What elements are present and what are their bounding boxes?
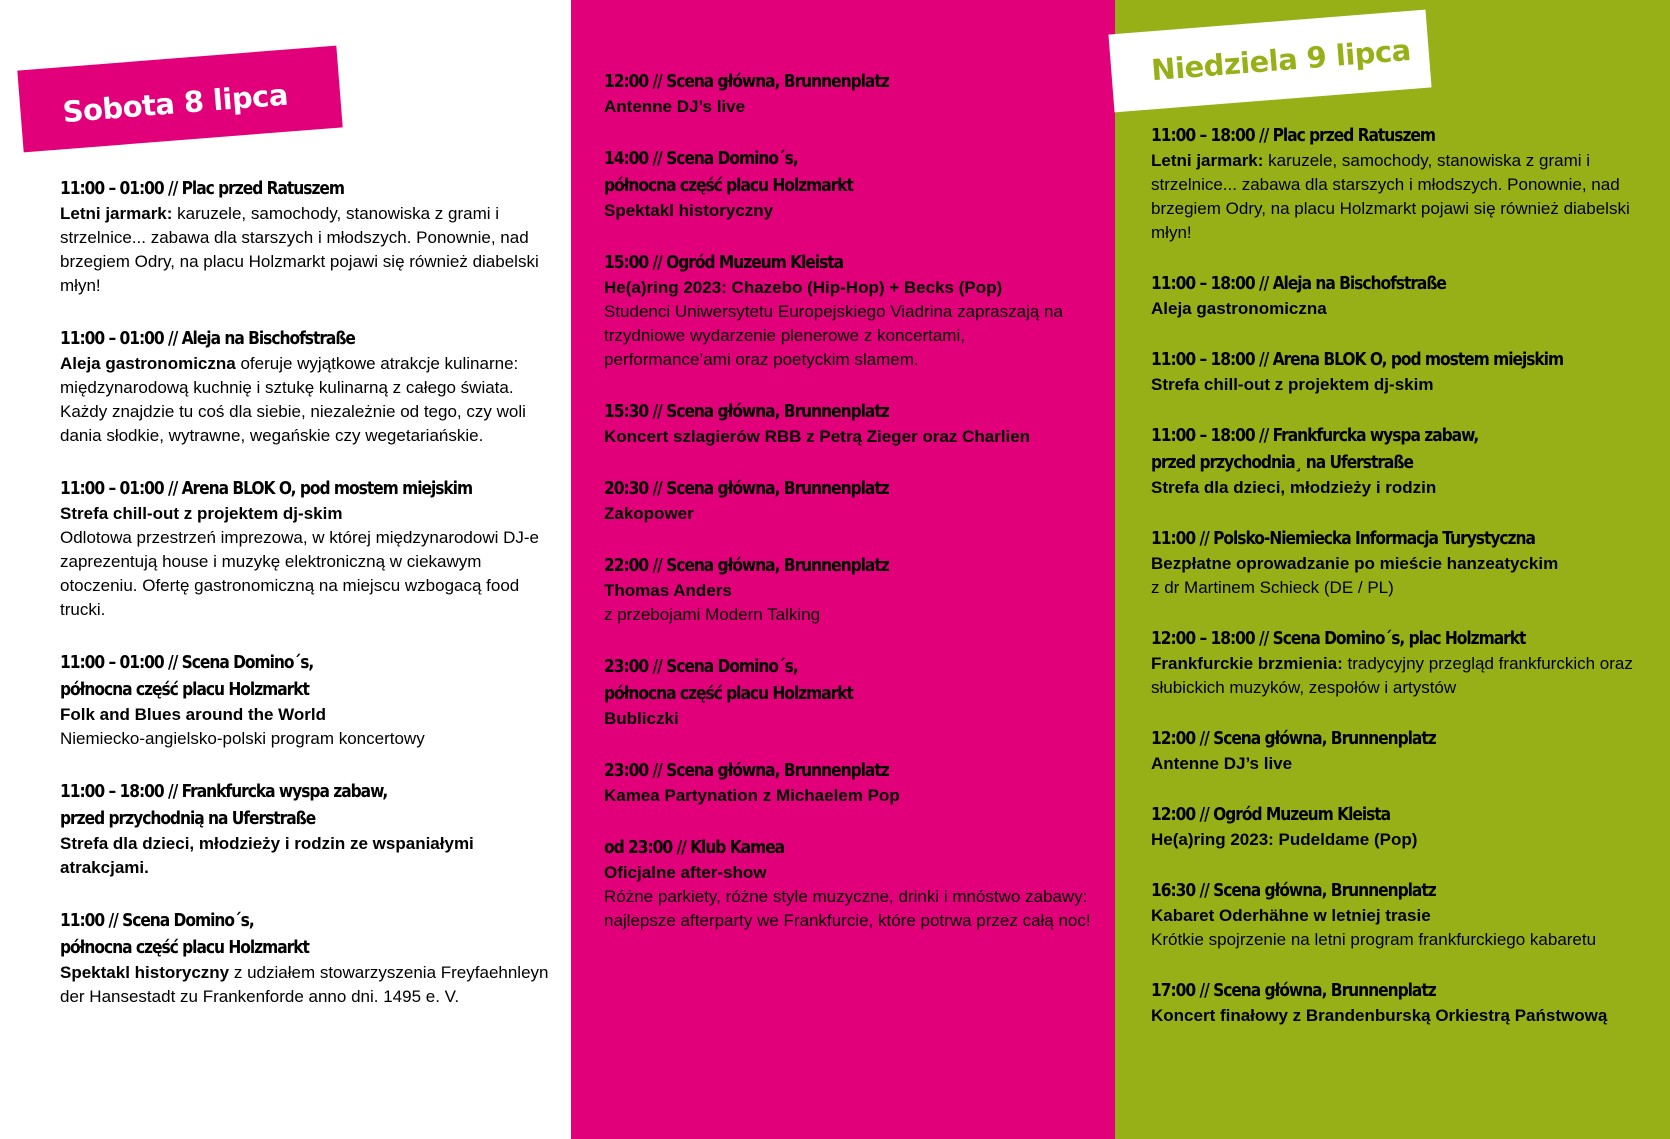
event-time-location: 11:00 – 18:00 // Frankfurcka wyspa zabaw, xyxy=(1151,425,1479,446)
saturday-banner-text: Sobota 8 lipca xyxy=(61,77,290,130)
event-title: Thomas Anders xyxy=(604,581,732,600)
event-location-line2: przed przychodnia¸ na Uferstraße xyxy=(1151,452,1413,473)
event-title: Folk and Blues around the World xyxy=(60,705,327,724)
event-time-location: 12:00 – 18:00 // Scena Domino´s, plac Holzmarkt xyxy=(1151,628,1526,649)
event-title: He(a)ring 2023: Pudeldame (Pop) xyxy=(1151,830,1418,849)
event-description-text: tradycyjny przegląd frankfurckich oraz słubickich muzyków, zespołów i artystów xyxy=(1151,654,1633,697)
event-time-location: 11:00 – 01:00 // Scena Domino´s, xyxy=(60,652,314,673)
event-description-text: karuzele, samochody, stanowiska z grami i strzelnice... zabawa dla starszych i młodszych. Ponownie, nad brzegiem Odry, na placu Holzmarkt pojawi się również diabelski młyn! xyxy=(60,204,539,295)
event-item xyxy=(1151,725,1651,776)
event-lead: Aleja gastronomiczna xyxy=(60,354,236,373)
sunday-banner-text: Niedziela 9 lipca xyxy=(1150,32,1412,88)
event-title: He(a)ring 2023: Chazebo (Hip-Hop) + Becks (Pop) xyxy=(604,278,1003,297)
event-title: Koncert szlagierów RBB z Petrą Zieger oraz Charlien xyxy=(604,427,1031,446)
event-item xyxy=(604,552,1094,627)
event-title: Koncert finałowy z Brandenburską Orkiestrą Państwową xyxy=(1151,1006,1608,1025)
event-item xyxy=(1151,422,1651,500)
event-location-line2: północna część placu Holzmarkt xyxy=(60,679,309,700)
event-description: Studenci Uniwersytetu Europejskiego Viadrina zapraszają na trzydniowe wydarzenie plenerowe z koncertami, performance’ami oraz poetyckim slamem. xyxy=(604,302,1063,369)
event-title: Kamea Partynation z Michaelem Pop xyxy=(604,786,900,805)
event-location-line2: północna część placu Holzmarkt xyxy=(604,175,853,196)
event-item xyxy=(60,778,550,880)
event-item xyxy=(604,249,1094,372)
event-time-location: 11:00 – 18:00 // Aleja na Bischofstraße xyxy=(1151,273,1446,294)
event-lead: Letni jarmark: xyxy=(60,204,173,223)
event-location-line2: północna część placu Holzmarkt xyxy=(604,683,853,704)
event-location-line2: przed przychodnią na Uferstraße xyxy=(60,808,316,829)
event-description: z przebojami Modern Talking xyxy=(604,605,821,624)
event-item xyxy=(60,475,550,622)
event-time-location: 11:00 – 01:00 // Plac przed Ratuszem xyxy=(60,178,345,199)
event-title: Aleja gastronomiczna xyxy=(1151,299,1327,318)
event-title: Bubliczki xyxy=(604,709,679,728)
event-time-location: 12:00 // Scena główna, Brunnenplatz xyxy=(604,71,889,92)
event-title: Bezpłatne oprowadzanie po mieście hanzeatyckim xyxy=(1151,554,1559,573)
event-item xyxy=(604,398,1094,449)
event-title: Strefa dla dzieci, młodzieży i rodzin xyxy=(1151,478,1437,497)
event-time-location: 11:00 – 18:00 // Arena BLOK O, pod mostem miejskim xyxy=(1151,349,1564,370)
event-description: z dr Martinem Schieck (DE / PL) xyxy=(1151,578,1394,597)
event-title: Antenne DJ’s live xyxy=(604,97,746,116)
event-item xyxy=(60,907,550,1009)
event-time-location: 20:30 // Scena główna, Brunnenplatz xyxy=(604,478,889,499)
saturday-evening-event-list xyxy=(604,68,1094,959)
event-description: Niemiecko-angielsko-polski program koncertowy xyxy=(60,729,425,748)
event-description xyxy=(60,202,550,298)
event-description xyxy=(1151,652,1651,700)
event-item xyxy=(604,653,1094,731)
event-description-text: oferuje wyjątkowe atrakcje kulinarne: międzynarodową kuchnię i sztukę kulinarną z całego świata. Każdy znajdzie tu coś dla siebie, niezależnie od tego, czy woli dania słodkie, wytrawne, wegańskie czy wegetariańskie. xyxy=(60,354,526,445)
event-item xyxy=(60,175,550,298)
event-item xyxy=(1151,625,1651,700)
event-time-location: 11:00 – 01:00 // Arena BLOK O, pod mostem miejskim xyxy=(60,478,473,499)
event-description xyxy=(1151,149,1651,245)
event-description xyxy=(60,961,550,1009)
event-item xyxy=(1151,801,1651,852)
event-time-location: 17:00 // Scena główna, Brunnenplatz xyxy=(1151,980,1436,1001)
event-item xyxy=(604,757,1094,808)
event-description-text: z udziałem stowarzyszenia Freyfaehnleyn der Hansestadt zu Frankenforde anno dni. 1495 e. V. xyxy=(60,963,549,1006)
event-time-location: 12:00 // Scena główna, Brunnenplatz xyxy=(1151,728,1436,749)
event-lead: Letni jarmark: xyxy=(1151,151,1264,170)
event-description: Odlotowa przestrzeń imprezowa, w której międzynarodowi DJ-e zaprezentują house i muzykę elektroniczną w ciekawym otoczeniu. Ofertę gastronomiczną na miejscu wzbogacą food trucki. xyxy=(60,528,540,619)
event-time-location: 16:30 // Scena główna, Brunnenplatz xyxy=(1151,880,1436,901)
event-item xyxy=(60,649,550,751)
event-time-location: 11:00 – 18:00 // Plac przed Ratuszem xyxy=(1151,125,1436,146)
event-time-location: 11:00 // Polsko-Niemiecka Informacja Turystyczna xyxy=(1151,528,1535,549)
event-item xyxy=(604,834,1094,933)
event-item xyxy=(1151,122,1651,245)
event-time-location: 14:00 // Scena Domino´s, xyxy=(604,148,798,169)
event-lead: Frankfurckie brzmienia: xyxy=(1151,654,1343,673)
event-title: Antenne DJ’s live xyxy=(1151,754,1293,773)
event-item xyxy=(1151,977,1651,1028)
event-time-location: 22:00 // Scena główna, Brunnenplatz xyxy=(604,555,889,576)
event-description: Różne parkiety, różne style muzyczne, drinki i mnóstwo zabawy: najlepsze afterparty we Frankfurcie, które potrwa przez całą noc! xyxy=(604,887,1091,930)
event-time-location: 11:00 – 01:00 // Aleja na Bischofstraße xyxy=(60,328,355,349)
event-time-location: 11:00 – 18:00 // Frankfurcka wyspa zabaw, xyxy=(60,781,388,802)
event-item xyxy=(1151,525,1651,600)
saturday-event-list xyxy=(60,175,550,1036)
event-description: Krótkie spojrzenie na letni program frankfurckiego kabaretu xyxy=(1151,930,1597,949)
event-time-location: 12:00 // Ogród Muzeum Kleista xyxy=(1151,804,1391,825)
event-time-location: 23:00 // Scena Domino´s, xyxy=(604,656,798,677)
event-title: Zakopower xyxy=(604,504,694,523)
event-title: Strefa chill-out z projektem dj-skim xyxy=(60,504,343,523)
event-time-location: od 23:00 // Klub Kamea xyxy=(604,837,785,858)
event-item xyxy=(604,145,1094,223)
event-item xyxy=(1151,270,1651,321)
event-title: Spektakl historyczny xyxy=(604,201,774,220)
event-title: Strefa dla dzieci, młodzieży i rodzin ze wspaniałymi atrakcjami. xyxy=(60,834,474,877)
event-location-line2: północna część placu Holzmarkt xyxy=(60,937,309,958)
event-title: Strefa chill-out z projektem dj-skim xyxy=(1151,375,1434,394)
event-description xyxy=(60,352,550,448)
event-description-text: karuzele, samochody, stanowiska z grami i strzelnice... zabawa dla starszych i młodszych. Ponownie, nad brzegiem Odry, na placu Holzmarkt pojawi się również diabelski młyn! xyxy=(1151,151,1630,242)
event-title: Kabaret Oderhähne w letniej trasie xyxy=(1151,906,1431,925)
event-time-location: 11:00 // Scena Domino´s, xyxy=(60,910,254,931)
event-item xyxy=(60,325,550,448)
event-title: Oficjalne after-show xyxy=(604,863,767,882)
event-item xyxy=(604,475,1094,526)
event-lead: Spektakl historyczny xyxy=(60,963,230,982)
event-time-location: 15:00 // Ogród Muzeum Kleista xyxy=(604,252,844,273)
event-item xyxy=(1151,877,1651,952)
sunday-event-list xyxy=(1151,122,1651,1053)
event-time-location: 15:30 // Scena główna, Brunnenplatz xyxy=(604,401,889,422)
event-item xyxy=(1151,346,1651,397)
event-time-location: 23:00 // Scena główna, Brunnenplatz xyxy=(604,760,889,781)
event-item xyxy=(604,68,1094,119)
